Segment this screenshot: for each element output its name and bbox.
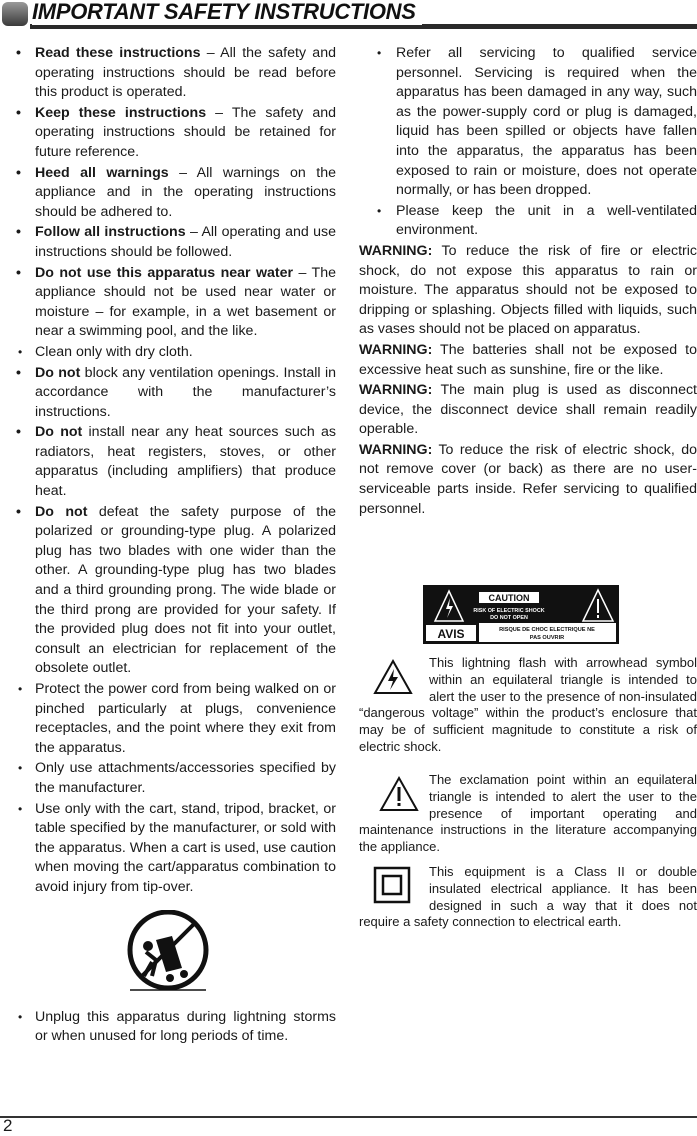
symbol-class-ii-text: This equipment is a Class II or double insulated electrical appliance. It has been designed in such a way that it does not require a safety connection to electrical earth. [359, 864, 697, 930]
list-item-text: Unplug this apparatus during lightning storms or when unused for long periods of time. [35, 1008, 336, 1045]
caution-label-graphic [423, 585, 619, 644]
list-item-lead: Read these instructions [35, 45, 201, 61]
warning-label: WARNING: [359, 441, 433, 458]
list-item-text: – The safety and operating instructions should be retained for future reference. [35, 104, 336, 160]
list-item-text: – All operating and use instructions should be followed. [35, 224, 336, 260]
list-item: • Please keep the unit in a well-ventilated environment. [377, 202, 697, 239]
list-item-text: block any ventilation openings. Install in accordance with the manufacturer’s instructions. [35, 364, 336, 420]
footer-rule [0, 1116, 697, 1118]
warning-label: WARNING: [359, 242, 433, 259]
left-column [14, 44, 336, 1048]
warning-text: To reduce the risk of electric shock, do not remove cover (or back) as there are no user-serviceable parts inside. Refer servicing to qualified personnel. [359, 441, 697, 517]
list-item-lead: Heed all warnings [35, 164, 169, 181]
list-item: • Unplug this apparatus during lightning storms or when unused for long periods of time. [18, 1008, 336, 1045]
list-item: • Heed all warnings – All warnings on the appliance and in the operating instructions should be adhered to. [16, 164, 336, 220]
list-item: • Do not install near any heat sources such as radiators, heat registers, stoves, or other apparatus (including amplifiers) that produce heat. [16, 424, 336, 500]
list-item: • Refer all servicing to qualified service personnel. Servicing is required when the apparatus has been damaged in any way, such as the power-supply cord or plug is damaged, liquid has been spilled or objects have fallen into the apparatus, the apparatus has been exposed to rain or moisture, does not operate normally, or has been dropped. [377, 45, 697, 199]
exclamation-triangle-icon [359, 772, 421, 814]
list-item-text: Only use attachments/accessories specified by the manufacturer. [35, 760, 336, 796]
list-item-lead: Do not [35, 364, 81, 381]
lightning-triangle-icon [359, 655, 421, 697]
warning-text: The main plug is used as disconnect device, the disconnect device shall remain readily operable. [359, 382, 697, 438]
symbol-lightning-text: This lightning flash with arrowhead symbol within an equilateral triangle is intended to alert the user to the presence of non-insulated “dangerous voltage” within the product’s enclosure that may be of sufficient magnitude to constitute a risk of electric shock. [359, 655, 697, 754]
list-item: • Do not defeat the safety purpose of the polarized or grounding-type plug. A polarized plug has two blades with one wider than the other. A grounding-type plug has two blades and a third grounding prong. The wide blade or the third prong are provided for your safety. If the provided plug does not fit into your outlet, consult an electrician for replacement of the obsolete outlet. [16, 503, 336, 677]
header-tab-mark [2, 2, 28, 26]
left-instruction-list [14, 44, 336, 898]
avis-line-2: PAS OUVRIR [529, 635, 565, 641]
list-item: • Protect the power cord from being walked on or pinched particularly at plugs, convenience receptacles, and the point where they exit from the apparatus. [18, 681, 336, 756]
warning-label: WARNING: [359, 341, 433, 358]
page-number: 2 [3, 1116, 13, 1135]
list-item-text: Refer all servicing to qualified service personnel. Servicing is required when the apparatus has been damaged in any way, such as the power-supply cord or plug is damaged, liquid has been spilled or objects have fallen into the apparatus, the apparatus has been exposed to rain or moisture, does not operate normally, or has been dropped. [396, 45, 697, 199]
list-item-text: Protect the power cord from being walked on or pinched particularly at plugs, convenience receptacles, and the point where they exit from the apparatus. [35, 681, 336, 756]
right-column [359, 44, 697, 520]
warning-text: To reduce the risk of fire or electric shock, do not expose this apparatus to rain or moisture. The apparatus should not be exposed to dripping or splashing. Objects filled with liquids, such as vases should not be placed on apparatus. [359, 242, 697, 338]
list-item: • Do not use this apparatus near water – The appliance should not be used near water or moisture – for example, in a wet basement or near a swimming pool, and the like. [16, 264, 336, 340]
list-item: • Keep these instructions – The safety and operating instructions should be retained for future reference. [16, 104, 336, 160]
cart-tip-over-icon [126, 910, 210, 994]
warning-paragraph [359, 242, 697, 340]
list-item: • Read these instructions – All the safety and operating instructions should be read before this product is operated. [16, 45, 336, 101]
list-item: • Clean only with dry cloth. [18, 343, 193, 360]
warning-paragraph [359, 341, 697, 380]
avis-text: AVIS [437, 627, 465, 641]
list-item-lead: Keep these instructions [35, 104, 207, 121]
list-item-lead: Follow all instructions [35, 224, 186, 241]
list-item-text: defeat the safety purpose of the polarized or grounding-type plug. A polarized plug has two blades with one wider than the other. A grounding-type plug has two blades and a third grounding prong. The wide blade or the third prong are provided for your safety. If the provided plug does not fit into your outlet, consult an electrician for replacement of the obsolete outlet. [35, 503, 336, 677]
caution-line-2: DO NOT OPEN [490, 615, 528, 621]
list-item-lead: Do not use this apparatus near water [35, 264, 294, 281]
double-square-icon [359, 864, 421, 906]
symbol-exclamation [359, 772, 697, 856]
caution-line-1: RISK OF ELECTRIC SHOCK [473, 608, 545, 614]
list-item-text: Please keep the unit in a well-ventilated environment. [396, 202, 697, 239]
list-item-text: – The appliance should not be used near water or moisture – for example, in a wet basement or near a swimming pool, and the like. [35, 264, 336, 340]
list-item-text: install near any heat sources such as radiators, heat registers, stoves, or other apparatus (including amplifiers) that produce heat. [35, 424, 336, 500]
symbol-exclamation-text: The exclamation point within an equilateral triangle is intended to alert the user to the presence of important operating and maintenance instructions in the literature accompanying the appliance. [359, 772, 697, 855]
warning-label: WARNING: [359, 382, 433, 399]
list-item: • Follow all instructions – All operating and use instructions should be followed. [16, 224, 336, 260]
list-item-text: Use only with the cart, stand, tripod, bracket, or table specified by the manufacturer, or sold with the apparatus. When a cart is used, use caution when moving the cart/apparatus combination to avoid injury from tip-over. [35, 800, 336, 895]
list-item-lead: Do not [35, 424, 83, 441]
symbol-lightning [359, 655, 697, 756]
header [0, 0, 697, 30]
list-item-text: Clean only with dry cloth. [35, 343, 193, 360]
list-item: • Use only with the cart, stand, tripod, bracket, or table specified by the manufacturer, or sold with the apparatus. When a cart is used, use caution when moving the cart/apparatus combination to avoid injury from tip-over. [18, 800, 336, 895]
cart-warning-figure [14, 910, 336, 994]
symbol-class-ii [359, 864, 697, 931]
caution-text: CAUTION [488, 593, 530, 603]
warning-text: The batteries shall not be exposed to excessive heat such as sunshine, fire or the like. [359, 341, 697, 378]
avis-line-1: RISQUE DE CHOC ELECTRIQUE NE [499, 627, 595, 633]
warning-paragraph [359, 381, 697, 440]
left-instruction-list-end [14, 1008, 336, 1047]
list-item-text: – All the safety and operating instructions should be read before this product is operated. [35, 45, 336, 101]
warning-paragraph [359, 441, 697, 519]
list-item-lead: Do not [35, 503, 88, 520]
warnings-block [359, 242, 697, 519]
caution-label [423, 585, 619, 644]
list-item-text: – All warnings on the appliance and in the operating instructions should be adhered to. [35, 164, 336, 220]
right-instruction-list [359, 44, 697, 241]
list-item: • Only use attachments/accessories specified by the manufacturer. [18, 760, 336, 796]
list-item: • Do not block any ventilation openings. Install in accordance with the manufacturer’s instructions. [16, 364, 336, 420]
page-title: IMPORTANT SAFETY INSTRUCTIONS [32, 0, 422, 25]
